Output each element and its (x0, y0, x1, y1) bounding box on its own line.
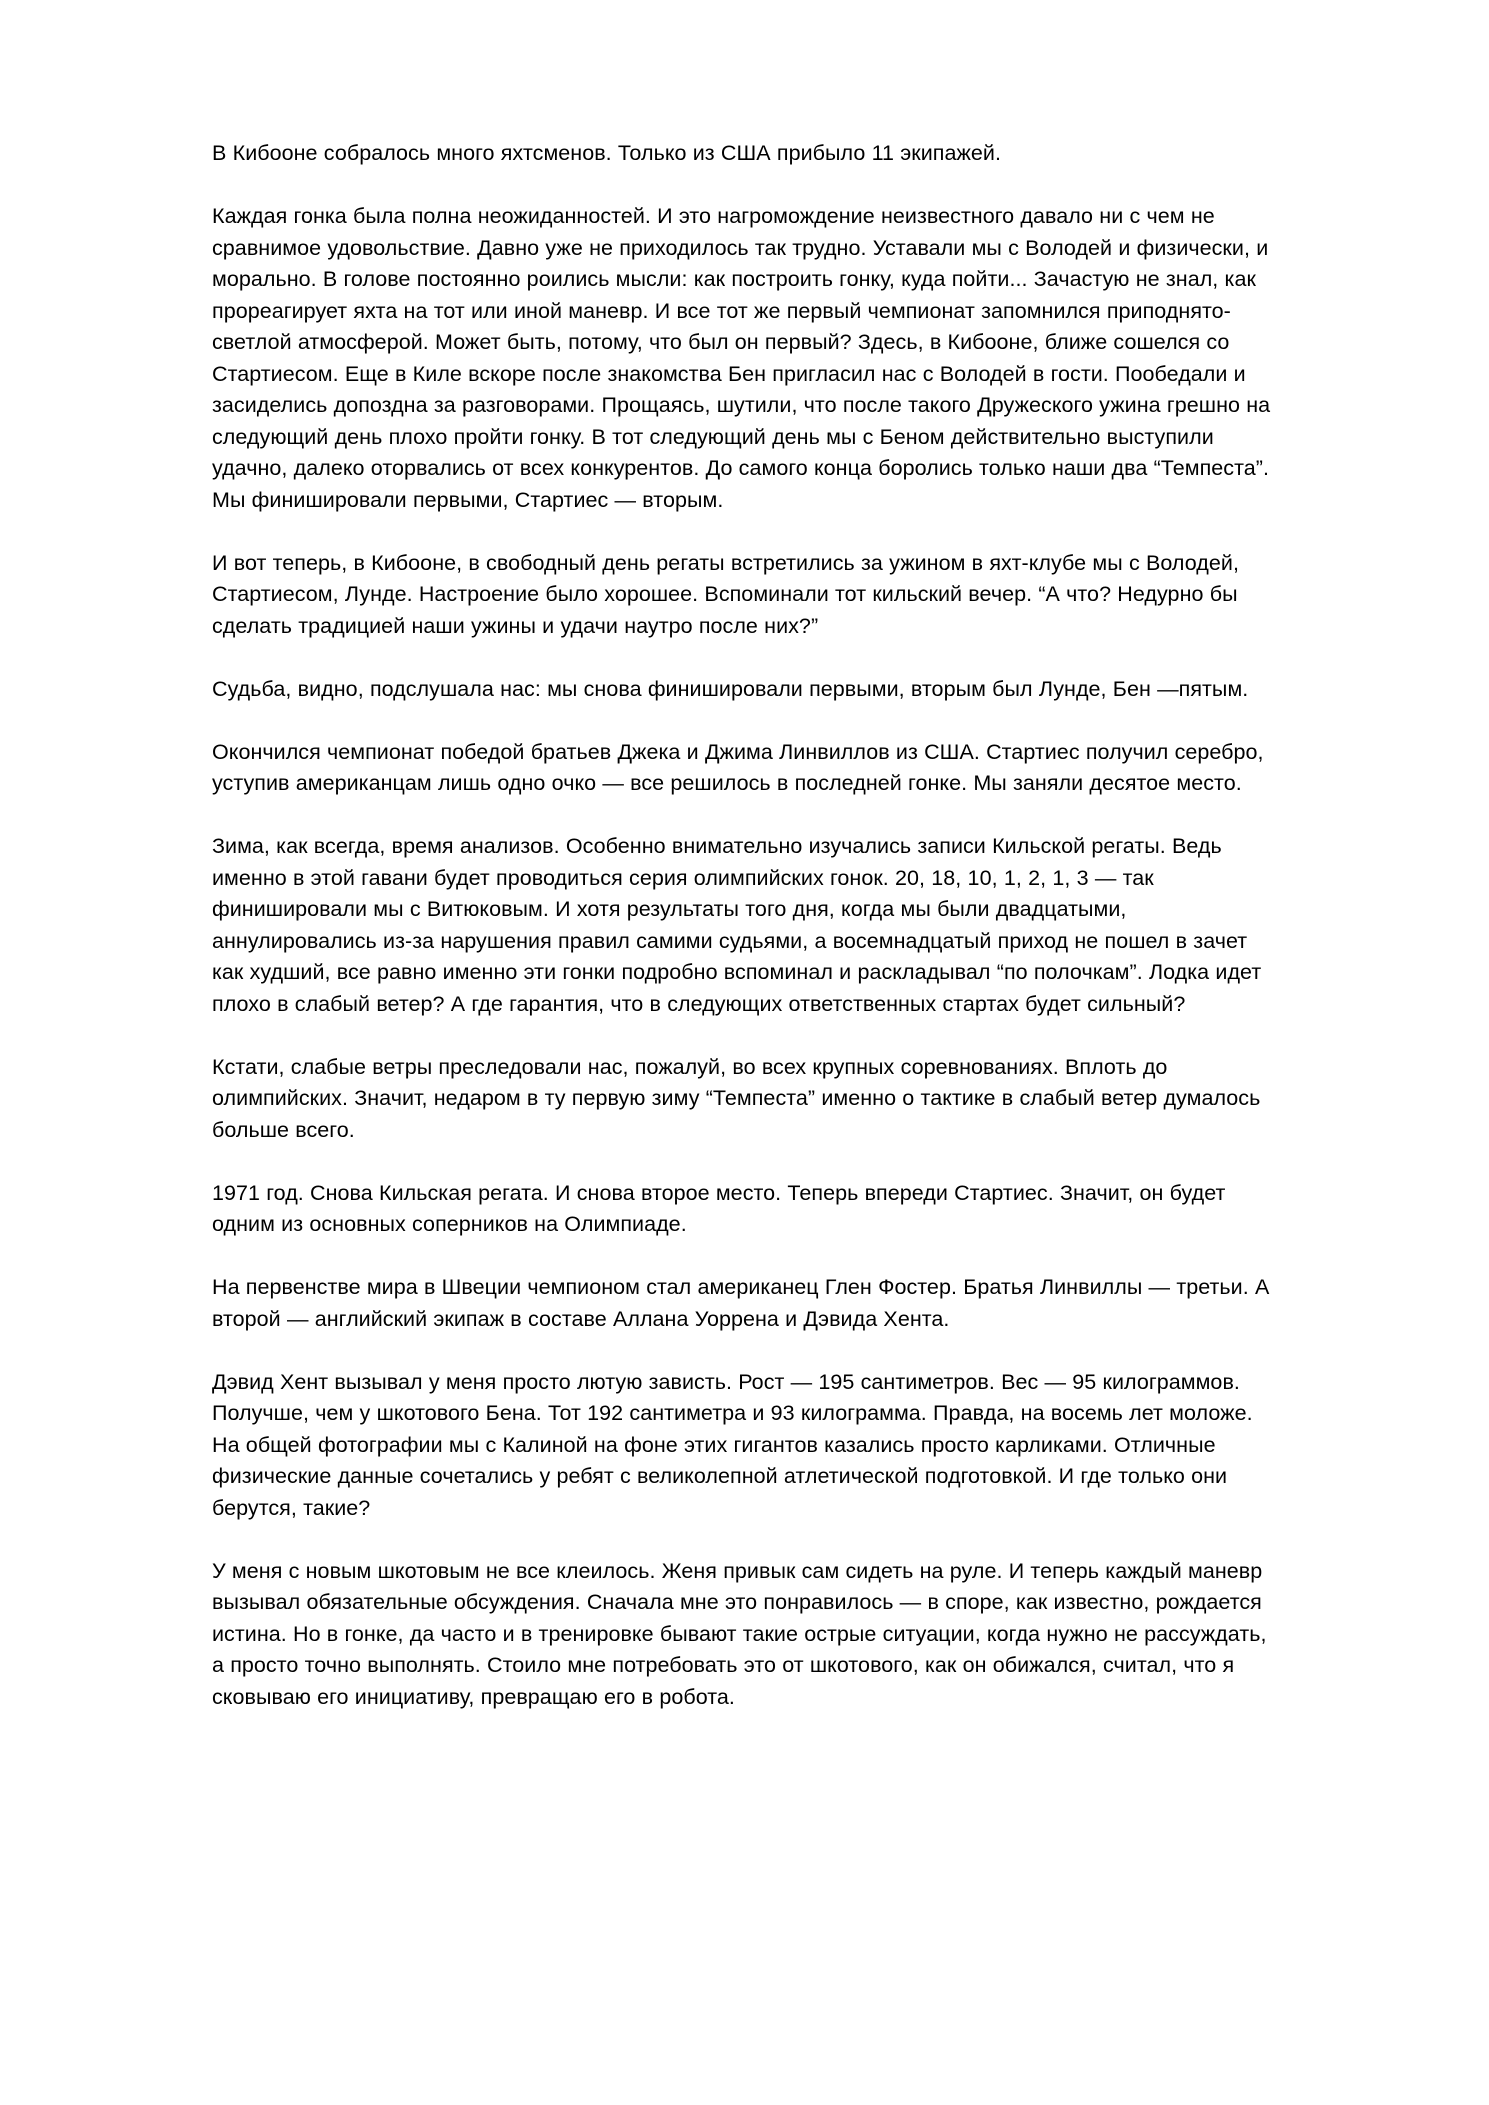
paragraph-3: И вот теперь, в Кибооне, в свободный день регаты встретились за ужином в яхт-клубе мы с Володей, Стартиесом, Лунде. Настроение было хорошее. Вспоминали тот кильский вечер. “А что? Недурно бы сделать традицией наши ужины и удачи наутро после них?” (212, 550, 1239, 638)
paragraph-4: Судьба, видно, подслушала нас: мы снова финишировали первыми, вторым был Лунде, Бен —пятым. (212, 676, 1249, 701)
paragraph-2: Каждая гонка была полна неожиданностей. И это нагромождение неизвестного давало ни с чем не сравнимое удовольствие. Давно уже не приходилось так трудно. Уставали мы с Володей и физически, и морально. В голове постоянно роились мысли: как построить гонку, куда пойти... Зачастую не знал, как прореагирует яхта на тот или иной маневр. И все тот же первый чемпионат запомнился приподнято-светлой атмосферой. Может быть, потому, что был он первый? Здесь, в Кибооне, ближе сошелся со Стартиесом. Еще в Киле вскоре после знакомства Бен пригласил нас с Володей в гости. Пообедали и засиделись допоздна за разговорами. Прощаясь, шутили, что после такого Дружеского ужина грешно на следующий день плохо пройти гонку. В тот следующий день мы с Беном действительно выступили удачно, далеко оторвались от всех конкурентов. До самого конца боролись только наши два “Темпеста”. Мы финишировали первыми, Стартиес — вторым. (212, 204, 1271, 512)
body-text-column (212, 138, 1277, 1713)
paragraph-7: Кстати, слабые ветры преследовали нас, пожалуй, во всех крупных соревнованиях. Вплоть до олимпийских. Значит, недаром в ту первую зиму “Темпеста” именно о тактике в слабый ветер думалось больше всего. (212, 1054, 1261, 1142)
paragraph-5: Окончился чемпионат победой братьев Джека и Джима Линвиллов из США. Стартиес получил серебро, уступив американцам лишь одно очко — все решилось в последней гонке. Мы заняли десятое место. (212, 739, 1264, 795)
paragraph-6: Зима, как всегда, время анализов. Особенно внимательно изучались записи Кильской регаты. Ведь именно в этой гавани будет проводиться серия олимпийских гонок. 20, 18, 10, 1, 2, 1, 3 — так финишировали мы с Витюковым. И хотя результаты того дня, когда мы были двадцатыми, аннулировались из-за нарушения правил самими судьями, а восемнадцатый приход не пошел в зачет как худший, все равно именно эти гонки подробно вспоминал и раскладывал “по полочкам”. Лодка идет плохо в слабый ветер? А где гарантия, что в следующих ответственных стартах будет сильный? (212, 834, 1262, 1016)
paragraph-10: Дэвид Хент вызывал у меня просто лютую зависть. Рост — 195 сантиметров. Вес — 95 килограммов. Получше, чем у шкотового Бена. Тот 192 сантиметра и 93 килограмма. Правда, на восемь лет моложе. На общей фотографии мы с Калиной на фоне этих гигантов казались просто карликами. Отличные физические данные сочетались у ребят с великолепной атлетической подготовкой. И где только они берутся, такие? (212, 1369, 1253, 1520)
paragraph-1: В Кибооне собралось много яхтсменов. Только из США прибыло 11 экипажей. (212, 141, 1001, 165)
paragraph-11: У меня с новым шкотовым не все клеилось. Женя привык сам сидеть на руле. И теперь каждый маневр вызывал обязательные обсуждения. Сначала мне это понравилось — в споре, как известно, рождается истина. Но в гонке, да часто и в тренировке бывают такие острые ситуации, когда нужно не рассуждать, а просто точно выполнять. Стоило мне потребовать это от шкотового, как он обижался, считал, что я сковываю его инициативу, превращаю его в робота. (212, 1558, 1267, 1709)
paragraph-8: 1971 год. Снова Кильская регата. И снова второе место. Теперь впереди Стартиес. Значит, он будет одним из основных соперников на Олимпиаде. (212, 1180, 1226, 1236)
paragraph-9: На первенстве мира в Швеции чемпионом стал американец Глен Фостер. Братья Линвиллы — третьи. А второй — английский экипаж в составе Аллана Уоррена и Дэвида Хента. (212, 1275, 1270, 1331)
